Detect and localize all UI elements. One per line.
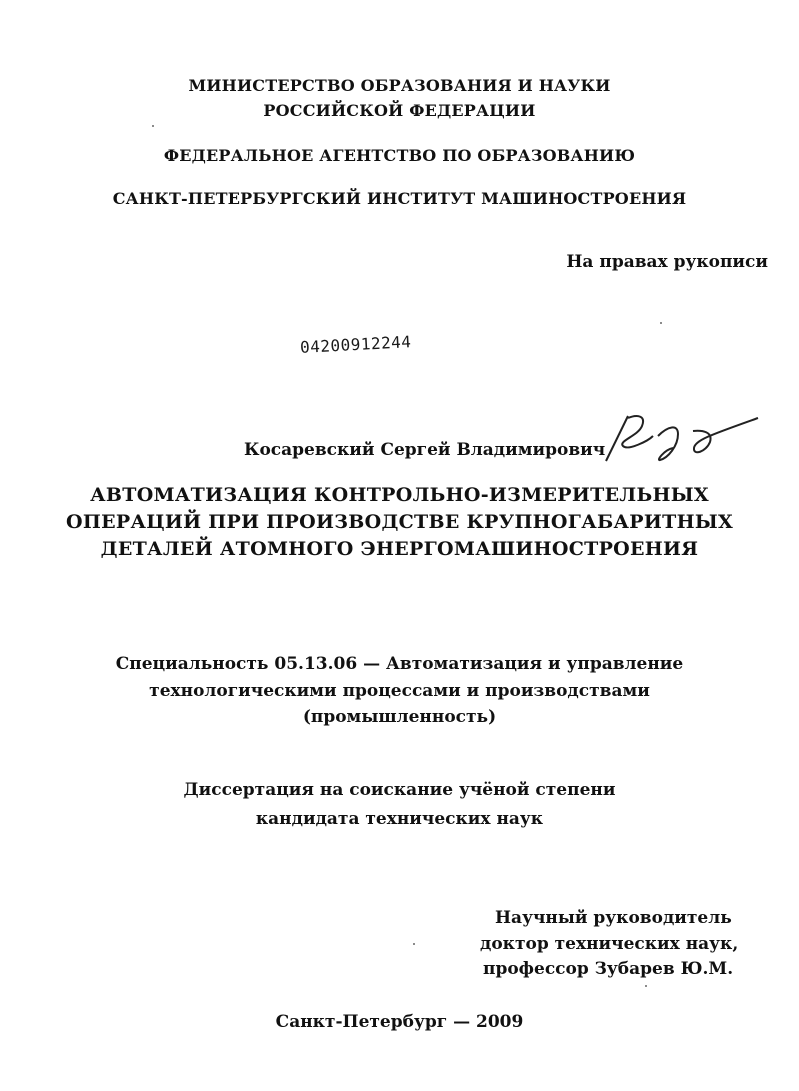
scan-speck (660, 322, 662, 324)
title-line-1: АВТОМАТИЗАЦИЯ КОНТРОЛЬНО-ИЗМЕРИТЕЛЬНЫХ (90, 484, 709, 506)
supervisor-line-3: профессор Зубарев Ю.М. (483, 959, 734, 979)
manuscript-note: На правах рукописи (566, 252, 768, 272)
scan-speck (152, 125, 154, 127)
specialty-line-3: (промышленность) (302, 707, 497, 727)
scan-speck (413, 943, 415, 945)
degree-line-1: Диссертация на соискание учёной степени (183, 780, 616, 800)
ministry-line-1: МИНИСТЕРСТВО ОБРАЗОВАНИЯ И НАУКИ (188, 76, 611, 95)
author-name: Косаревский Сергей Владимирович (244, 440, 606, 460)
title-line-2: ОПЕРАЦИЙ ПРИ ПРОИЗВОДСТВЕ КРУПНОГАБАРИТНЫХ (65, 511, 733, 533)
agency-name: ФЕДЕРАЛЬНОЕ АГЕНТСТВО ПО ОБРАЗОВАНИЮ (163, 146, 636, 165)
supervisor-line-1: Научный руководитель (495, 908, 732, 928)
specialty-line-2: технологическими процессами и производствами (149, 681, 650, 701)
scan-speck (645, 985, 647, 987)
title-line-3: ДЕТАЛЕЙ АТОМНОГО ЭНЕРГОМАШИНОСТРОЕНИЯ (100, 538, 699, 560)
footer-place-year: Санкт-Петербург — 2009 (275, 1012, 524, 1032)
author-signature (598, 406, 763, 466)
ministry-line-2: РОССИЙСКОЙ ФЕДЕРАЦИИ (263, 101, 536, 120)
specialty-line-1: Специальность 05.13.06 — Автоматизация и управление (115, 654, 684, 674)
degree-line-2: кандидата технических наук (255, 809, 544, 829)
library-stamp-number: 04200912244 (299, 332, 412, 357)
institute-name: САНКТ-ПЕТЕРБУРГСКИЙ ИНСТИТУТ МАШИНОСТРОЕНИЯ (112, 189, 687, 208)
supervisor-line-2: доктор технических наук, (480, 934, 739, 954)
